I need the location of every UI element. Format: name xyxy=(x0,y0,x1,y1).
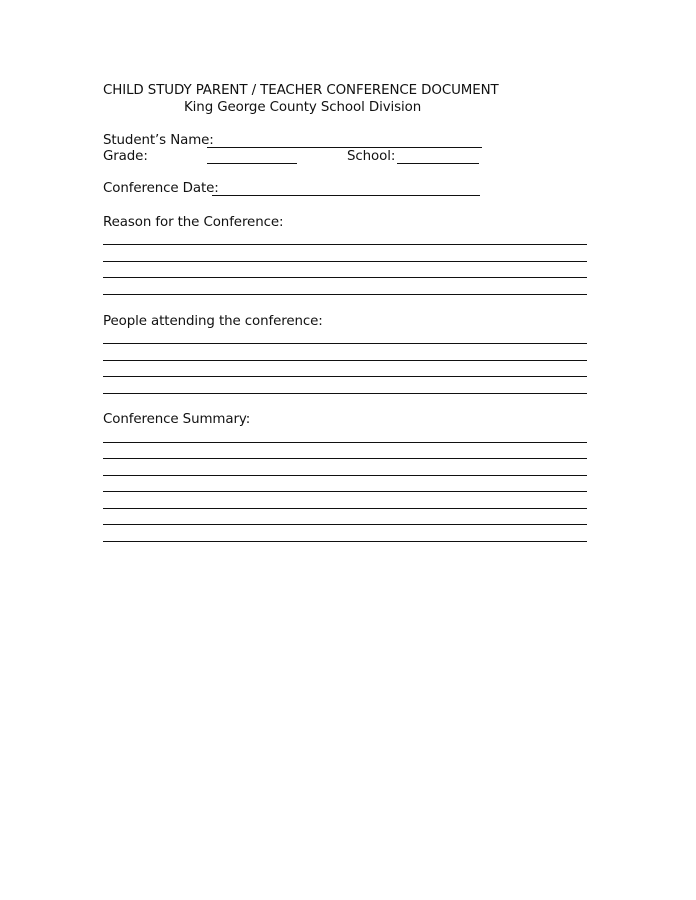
school-field[interactable] xyxy=(397,163,479,164)
grade-field[interactable] xyxy=(207,163,297,164)
people-line[interactable] xyxy=(103,360,587,361)
document-title: CHILD STUDY PARENT / TEACHER CONFERENCE DOCUMENT xyxy=(103,83,499,98)
summary-line[interactable] xyxy=(103,475,587,476)
summary-line[interactable] xyxy=(103,491,587,492)
reason-line[interactable] xyxy=(103,277,587,278)
grade-label: Grade: xyxy=(103,149,148,164)
document-subtitle: King George County School Division xyxy=(184,100,422,115)
conference-date-field[interactable] xyxy=(212,195,480,196)
summary-line[interactable] xyxy=(103,442,587,443)
summary-section-label: Conference Summary: xyxy=(103,412,251,427)
school-label: School: xyxy=(347,149,396,164)
reason-line[interactable] xyxy=(103,294,587,295)
people-section-label: People attending the conference: xyxy=(103,314,323,329)
reason-line[interactable] xyxy=(103,261,587,262)
student-name-label: Student’s Name: xyxy=(103,133,214,148)
people-line[interactable] xyxy=(103,376,587,377)
summary-line[interactable] xyxy=(103,508,587,509)
summary-line[interactable] xyxy=(103,458,587,459)
reason-section-label: Reason for the Conference: xyxy=(103,215,284,230)
summary-line[interactable] xyxy=(103,524,587,525)
summary-line[interactable] xyxy=(103,541,587,542)
reason-line[interactable] xyxy=(103,244,587,245)
people-line[interactable] xyxy=(103,393,587,394)
conference-date-label: Conference Date: xyxy=(103,181,219,196)
student-name-field[interactable] xyxy=(207,147,482,148)
people-line[interactable] xyxy=(103,343,587,344)
